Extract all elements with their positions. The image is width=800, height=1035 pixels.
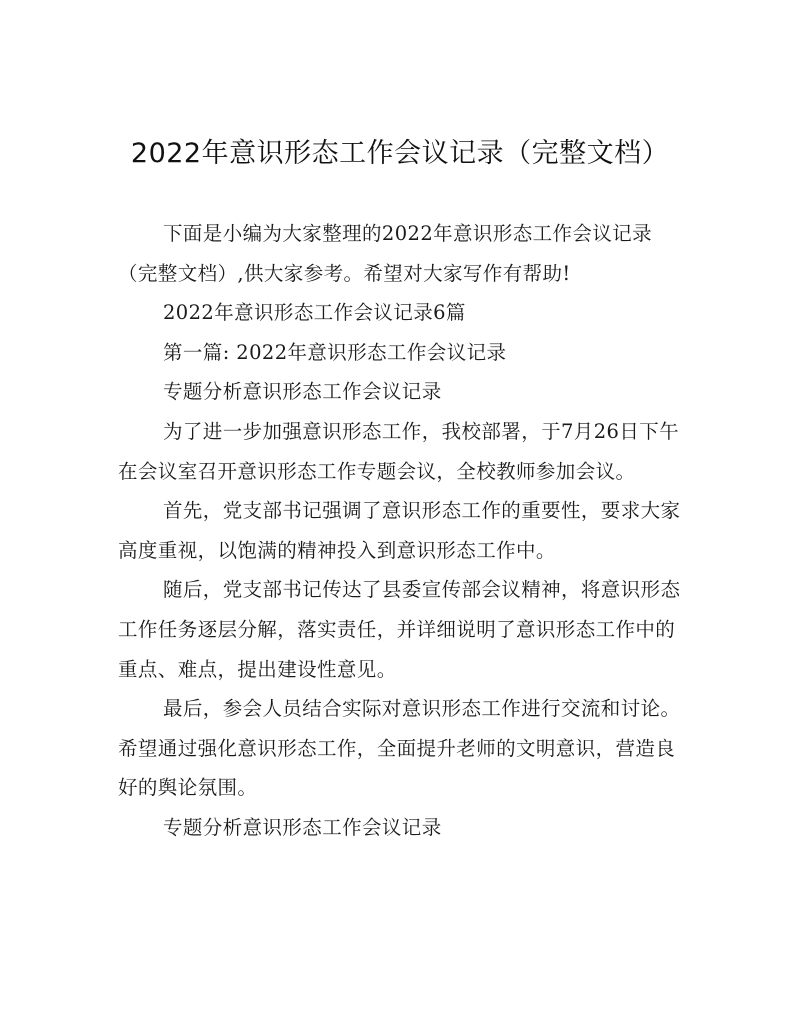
intro-paragraph: 下面是小编为大家整理的2022年意识形态工作会议记录（完整文档）,供大家参考。希望对大家写作有帮助! — [118, 222, 653, 285]
body-paragraph: 为了进一步加强意识形态工作，我校部署，于7月26日下午在会议室召开意识形态工作专题会议，全校教师参加会议。 — [118, 419, 680, 483]
body-paragraph: 首先，党支部书记强调了意识形态工作的重要性，要求大家高度重视，以饱满的精神投入到意识形态工作中。 — [118, 499, 681, 562]
section-heading: 专题分析意识形态工作会议记录 — [163, 815, 442, 839]
body-paragraph: 随后，党支部书记传达了县委宣传部会议精神，将意识形态工作任务逐层分解，落实责任，并详细说明了意识形态工作中的重点、难点，提出建设性意见。 — [118, 578, 681, 681]
section-heading: 专题分析意识形态工作会议记录 — [163, 380, 442, 404]
document-title: 2022年意识形态工作会议记录（完整文档） — [130, 138, 670, 169]
document-body — [118, 214, 684, 848]
collection-heading: 2022年意识形态工作会议记录6篇 — [163, 301, 466, 325]
body-paragraph: 最后，参会人员结合实际对意识形态工作进行交流和讨论。希望通过强化意识形态工作，全面提升老师的文明意识，营造良好的舆论氛围。 — [118, 697, 681, 800]
chapter-heading: 第一篇: 2022年意识形态工作会议记录 — [163, 340, 507, 364]
